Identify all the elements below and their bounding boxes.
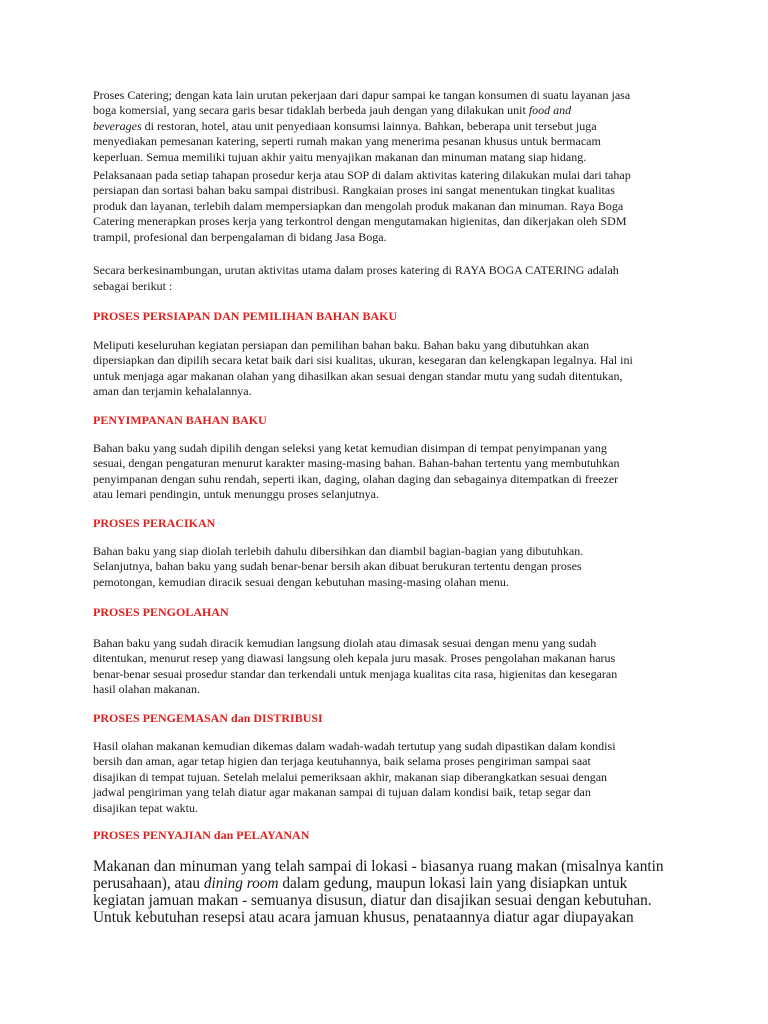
section-heading: PENYIMPANAN BAHAN BAKU — [93, 413, 267, 427]
intro-paragraph-3 — [93, 263, 683, 295]
section-body-penyimpanan — [93, 441, 683, 503]
text-line: disajikan tepat waktu. — [93, 800, 198, 815]
text-line: Makanan dan minuman yang telah sampai di lokasi - biasanya ruang makan (misalnya kantin — [93, 858, 664, 875]
section-heading-pengolahan — [93, 605, 683, 620]
text-line: penyimpanan dengan suhu rendah, seperti ikan, daging, olahan daging dan sebagainya ditempatkan di freezer — [93, 471, 619, 486]
text-line: produk dan layanan, terlebih dalam mempersiapkan dan mengolah produk makanan dan minuman. Raya Boga — [93, 198, 624, 213]
section-heading-peracikan — [93, 516, 683, 531]
text-line: menyediakan pemesanan katering, seperti rumah makan yang menerima pesanan khusus untuk bermacam — [93, 134, 601, 149]
text-line: boga komersial, yang secara garis besar tidaklah berbeda jauh dengan yang dilakukan unit food and — [93, 103, 572, 118]
section-heading-penyimpanan — [93, 413, 683, 428]
text-line: Catering menerapkan proses kerja yang terkontrol dengan mengutamakan higienitas, dan dikerjakan oleh SDM — [93, 214, 627, 229]
text-line: ditentukan, menurut resep yang diawasi langsung oleh kepala juru masak. Proses pengolahan makanan harus — [93, 651, 616, 666]
section-heading-pengemasan — [93, 711, 683, 726]
text-line: keperluan. Semua memiliki tujuan akhir yaitu menyajikan makanan dan minuman matang siap hidang. — [93, 149, 587, 164]
section-body-pengemasan — [93, 739, 683, 816]
section-heading: PROSES PERSIAPAN DAN PEMILIHAN BAHAN BAKU — [93, 309, 398, 323]
text-line: Secara berkesinambungan, urutan aktivitas utama dalam proses katering di RAYA BOGA CATERING adalah — [93, 263, 619, 277]
text-line: aman dan terjamin kehalalannya. — [93, 384, 252, 399]
text-line: Selanjutnya, bahan baku yang sudah benar-benar bersih akan dibuat berukuran tertentu dengan proses — [93, 559, 582, 574]
section-heading: PROSES PENYAJIAN dan PELAYANAN — [93, 828, 310, 842]
intro-paragraph-1 — [93, 88, 683, 165]
text-line: beverages di restoran, hotel, atau unit penyediaan konsumsi lainnya. Bahkan, beberapa unit tersebut juga — [93, 118, 597, 133]
text-line: Untuk kebutuhan resepsi atau acara jamuan khusus, penataannya diatur agar diupayakan — [93, 909, 634, 927]
text-line: kegiatan jamuan makan - semuanya disusun, diatur dan disajikan sesuai dengan kebutuhan. — [93, 892, 652, 910]
text-line: dipersiapkan dan dipilih secara ketat baik dari sisi kualitas, ukuran, kesegaran dan kelengkapan legalnya. Hal ini — [93, 353, 633, 368]
text-line: bersih dan aman, agar tetap higien dan terjaga keutuhannya, baik selama proses pengiriman sampai saat — [93, 754, 591, 769]
section-body-persiapan — [93, 338, 683, 400]
italic-term: dining room — [203, 875, 279, 893]
text-line: jadwal pengiriman yang telah diatur agar makanan sampai di tujuan dalam kondisi baik, tetap segar dan — [93, 785, 591, 800]
text-line: Proses Catering; dengan kata lain urutan pekerjaan dari dapur sampai ke tangan konsumen di suatu layanan jasa — [93, 88, 631, 102]
text-line: Bahan baku yang sudah diracik kemudian langsung diolah atau dimasak sesuai dengan menu yang sudah — [93, 636, 597, 650]
text-line: Hasil olahan makanan kemudian dikemas dalam wadah-wadah tertutup yang sudah dipastikan dalam kondisi — [93, 739, 616, 753]
italic-term: food and — [528, 103, 572, 118]
intro-paragraph-2 — [93, 168, 683, 245]
text-line: persiapan dan sortasi bahan baku sampai distribusi. Rangkaian proses ini sangat menentukan tingkat kualitas — [93, 183, 615, 198]
text-line: sesuai, dengan pengaturan menurut karakter masing-masing bahan. Bahan-bahan tertentu yang membutuhkan — [93, 456, 620, 471]
italic-term: beverages — [93, 118, 142, 133]
text-line: disajikan di tempat tujuan. Setelah melalui pemeriksaan akhir, makanan siap diberangkatkan sesuai dengan — [93, 769, 608, 784]
text-line: sebagai berikut : — [93, 279, 173, 294]
section-heading: PROSES PENGOLAHAN — [93, 605, 229, 619]
text-line: Bahan baku yang siap diolah terlebih dahulu dibersihkan dan diambil bagian-bagian yang dibutuhkan. — [93, 544, 584, 558]
text-line: Bahan baku yang sudah dipilih dengan seleksi yang ketat kemudian disimpan di tempat penyimpanan yang — [93, 441, 607, 455]
text-line: trampil, profesional dan berpengalaman di bidang Jasa Boga. — [93, 229, 387, 244]
section-heading-persiapan — [93, 309, 683, 324]
text-line: Pelaksanaan pada setiap tahapan prosedur kerja atau SOP di dalam aktivitas katering dilakukan mulai dari tahap — [93, 168, 631, 182]
section-body-penyajian — [93, 858, 683, 926]
text-line: hasil olahan makanan. — [93, 682, 200, 697]
section-body-peracikan — [93, 544, 683, 590]
text-line: pemotongan, kemudian diracik sesuai dengan kebutuhan masing-masing olahan menu. — [93, 574, 509, 589]
text-line: Meliputi keseluruhan kegiatan persiapan dan pemilihan bahan baku. Bahan baku yang dibutuhkan akan — [93, 338, 590, 352]
text-line: benar-benar sesuai prosedur standar dan terkendali untuk menjaga kualitas cita rasa, higienitas dan kesegaran — [93, 666, 618, 681]
section-heading-penyajian — [93, 828, 683, 843]
section-heading: PROSES PERACIKAN — [93, 516, 216, 530]
text-line: untuk menjaga agar makanan olahan yang dihasilkan akan sesuai dengan standar mutu yang sudah ditentukan, — [93, 368, 623, 383]
text-line: atau lemari pendingin, untuk menunggu proses selanjutnya. — [93, 487, 379, 502]
section-heading: PROSES PENGEMASAN dan DISTRIBUSI — [93, 711, 323, 725]
section-body-pengolahan — [93, 636, 683, 698]
text-line: perusahaan), atau dining room dalam gedung, maupun lokasi lain yang disiapkan untuk — [93, 875, 628, 893]
